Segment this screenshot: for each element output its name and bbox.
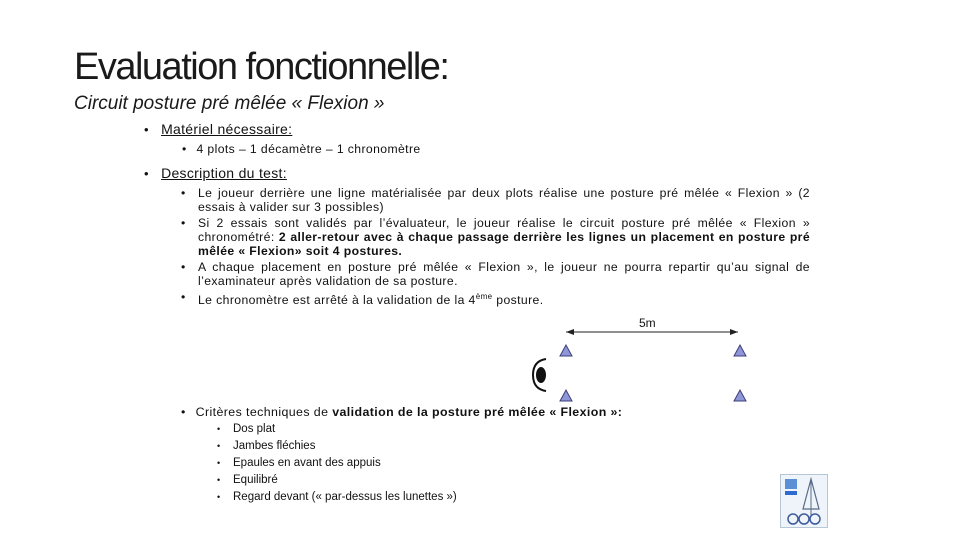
- logo-ring-icon: [799, 514, 809, 524]
- bullet-dot: •: [182, 142, 187, 156]
- list-item: [217, 457, 457, 474]
- cone-icon: [560, 345, 572, 356]
- materiel-heading: Matériel nécessaire:: [161, 121, 293, 137]
- slide-title: Evaluation fonctionnelle:: [74, 46, 449, 88]
- logo-blue-mark: [785, 479, 797, 489]
- bullet-dot: •: [181, 216, 186, 230]
- criteres-heading-bold: validation de la posture pré mêlée « Flexion »:: [332, 405, 623, 419]
- list-item-text: Regard devant (« par-dessus les lunettes »): [233, 491, 457, 503]
- bullet-dot: •: [217, 492, 221, 502]
- list-item-text: Equilibré: [233, 474, 278, 486]
- bullet-dot: •: [217, 458, 221, 468]
- list-item-text: Epaules en avant des appuis: [233, 457, 381, 469]
- list-item: [217, 440, 457, 457]
- bullet-dot: •: [181, 186, 186, 200]
- cone-icon: [560, 390, 572, 401]
- bullet-dot: •: [217, 441, 221, 451]
- criteres-list: [217, 423, 457, 508]
- logo-ring-icon: [788, 514, 798, 524]
- paragraph-text: A chaque placement en posture pré mêlée « Flexion », le joueur ne pourra repartir qu’au signal de l’examinateur après validation de sa posture.: [198, 260, 810, 288]
- cone-icon: [734, 390, 746, 401]
- description-heading: Description du test:: [161, 165, 287, 181]
- criteres-heading: [181, 405, 622, 419]
- bullet-dot: •: [144, 122, 149, 137]
- federation-logo: [780, 474, 828, 528]
- list-item-text: Dos plat: [233, 423, 276, 435]
- paragraph-text-regular: Le chronomètre est arrêté à la validation de la 4: [198, 293, 476, 308]
- bullet-dot: •: [181, 405, 186, 419]
- logo-blue-mark: [785, 491, 797, 495]
- arrow-left-icon: [566, 329, 574, 335]
- player-icon: [536, 367, 546, 383]
- bullet-dot: •: [181, 260, 186, 274]
- paragraph-text-regular: Si 2 essais sont validés par l’évaluateur, le joueur réalise le circuit posture pré mêlée « Flexion » chronométré:: [198, 216, 810, 244]
- logo-graphic-icon: [781, 475, 827, 527]
- paragraph-text-bold: 2 aller-retour avec à chaque passage derrière les lignes un placement en posture pré mêlée « Flexion» soit 4 postures.: [198, 230, 810, 258]
- distance-label: 5m: [639, 316, 656, 330]
- list-item: [217, 474, 457, 491]
- superscript: ème: [475, 292, 493, 301]
- materiel-list: 4 plots – 1 décamètre – 1 chronomètre: [196, 142, 421, 156]
- arrow-right-icon: [730, 329, 738, 335]
- bullet-dot: •: [144, 166, 149, 181]
- list-item-text: Jambes fléchies: [233, 440, 316, 452]
- bullet-dot: •: [217, 475, 221, 485]
- paragraph-text: Le joueur derrière une ligne matérialisée par deux plots réalise une posture pré mêlée « Flexion » (2 essais à valider sur 3 possibles): [198, 186, 810, 214]
- paragraph-text-regular: posture.: [492, 293, 544, 308]
- cone-icon: [734, 345, 746, 356]
- list-item: [217, 423, 457, 440]
- slide-subtitle: Circuit posture pré mêlée « Flexion »: [74, 93, 385, 114]
- bullet-dot: •: [181, 290, 186, 304]
- logo-ring-icon: [810, 514, 820, 524]
- criteres-heading-regular: Critères techniques de: [195, 405, 333, 419]
- list-item: [217, 491, 457, 508]
- bullet-dot: •: [217, 424, 221, 434]
